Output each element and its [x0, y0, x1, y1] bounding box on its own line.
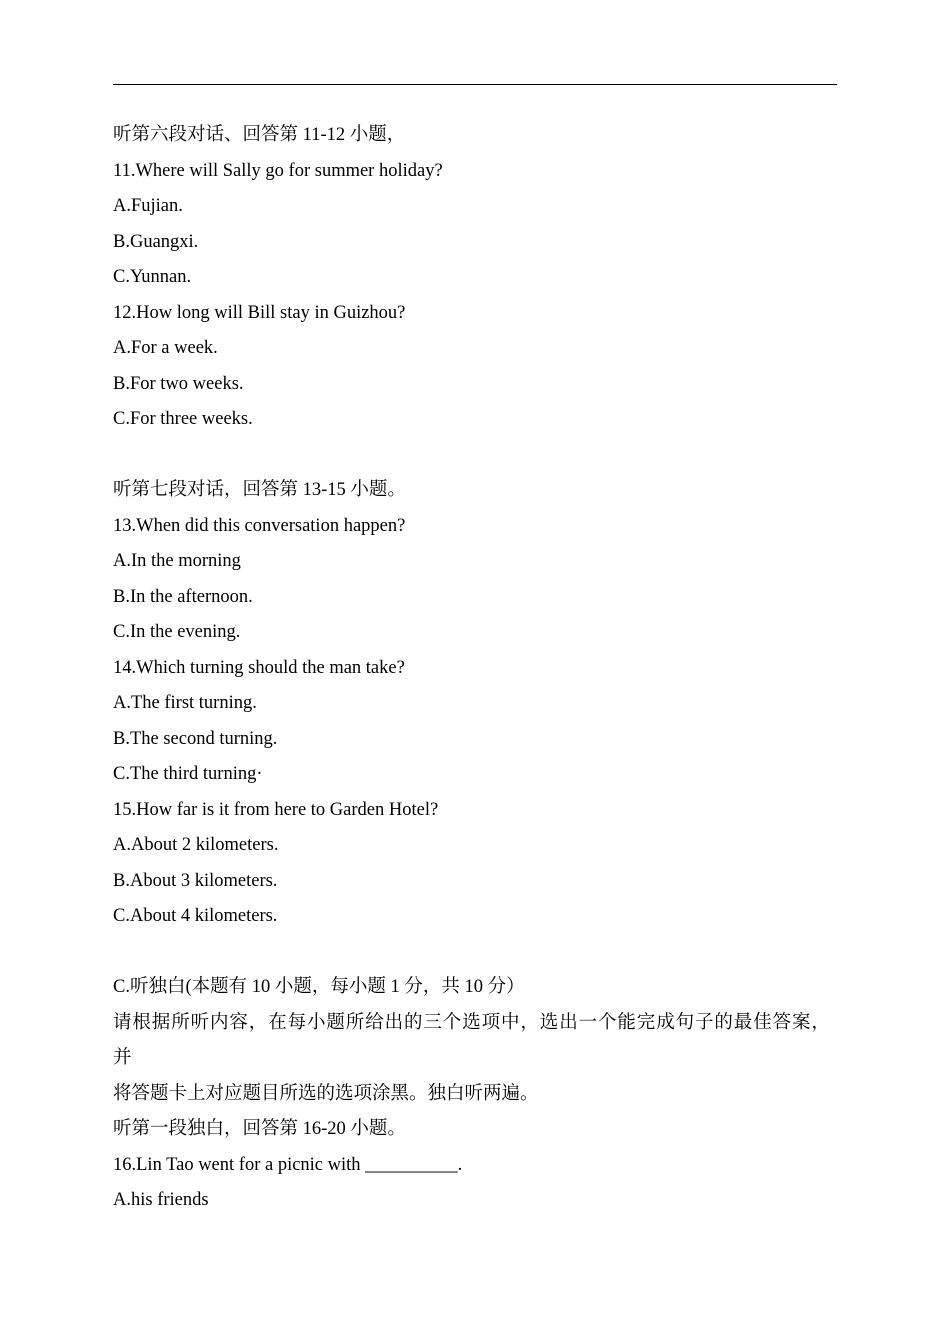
- option-a: A.In the morning: [113, 551, 241, 571]
- option-b: B.About 3 kilometers.: [113, 870, 278, 891]
- part-heading: C.听独白(本题有 10 小题，每小题 1 分，共 10 分）: [113, 977, 525, 997]
- blank-line: [113, 438, 837, 474]
- document-body: [113, 118, 837, 1219]
- header-rule: [113, 84, 837, 85]
- question-text: 15.How far is it from here to Garden Hotel?: [113, 799, 439, 820]
- option-b: B.The second turning.: [113, 728, 278, 749]
- option-a: A.Fujian.: [113, 196, 183, 216]
- section-heading: 听第六段对话、回答第 11-12 小题，: [113, 125, 406, 145]
- question-text: 13.When did this conversation happen?: [113, 515, 406, 536]
- option-a: A.For a week.: [113, 338, 218, 358]
- option-b: B.In the afternoon.: [113, 586, 253, 607]
- question-text: 12.How long will Bill stay in Guizhou?: [113, 302, 406, 323]
- question-text: 11.Where will Sally go for summer holiday?: [113, 160, 443, 181]
- option-a: A.About 2 kilometers.: [113, 835, 279, 855]
- option-a: A.The first turning.: [113, 693, 257, 713]
- blank-line: [113, 935, 837, 971]
- option-c: C.The third turning·: [113, 764, 263, 784]
- option-b: B.Guangxi.: [113, 231, 199, 252]
- option-c: C.Yunnan.: [113, 267, 192, 287]
- option-c: C.For three weeks.: [113, 409, 253, 429]
- option-a: A.his friends: [113, 1190, 209, 1210]
- instruction-text: 将答题卡上对应题目所选的选项涂黑。独白听两遍。: [113, 1083, 539, 1104]
- question-text: 16.Lin Tao went for a picnic with __________.: [113, 1154, 463, 1175]
- option-b: B.For two weeks.: [113, 373, 244, 394]
- section-heading: 听第七段对话，回答第 13-15 小题。: [113, 480, 406, 500]
- option-c: C.About 4 kilometers.: [113, 906, 278, 926]
- section-heading: 听第一段独白，回答第 16-20 小题。: [113, 1119, 406, 1139]
- instruction-text: 请根据所听内容，在每小题所给出的三个选项中，选出一个能完成句子的最佳答案，并: [113, 1012, 831, 1068]
- question-text: 14.Which turning should the man take?: [113, 657, 405, 678]
- option-c: C.In the evening.: [113, 622, 241, 642]
